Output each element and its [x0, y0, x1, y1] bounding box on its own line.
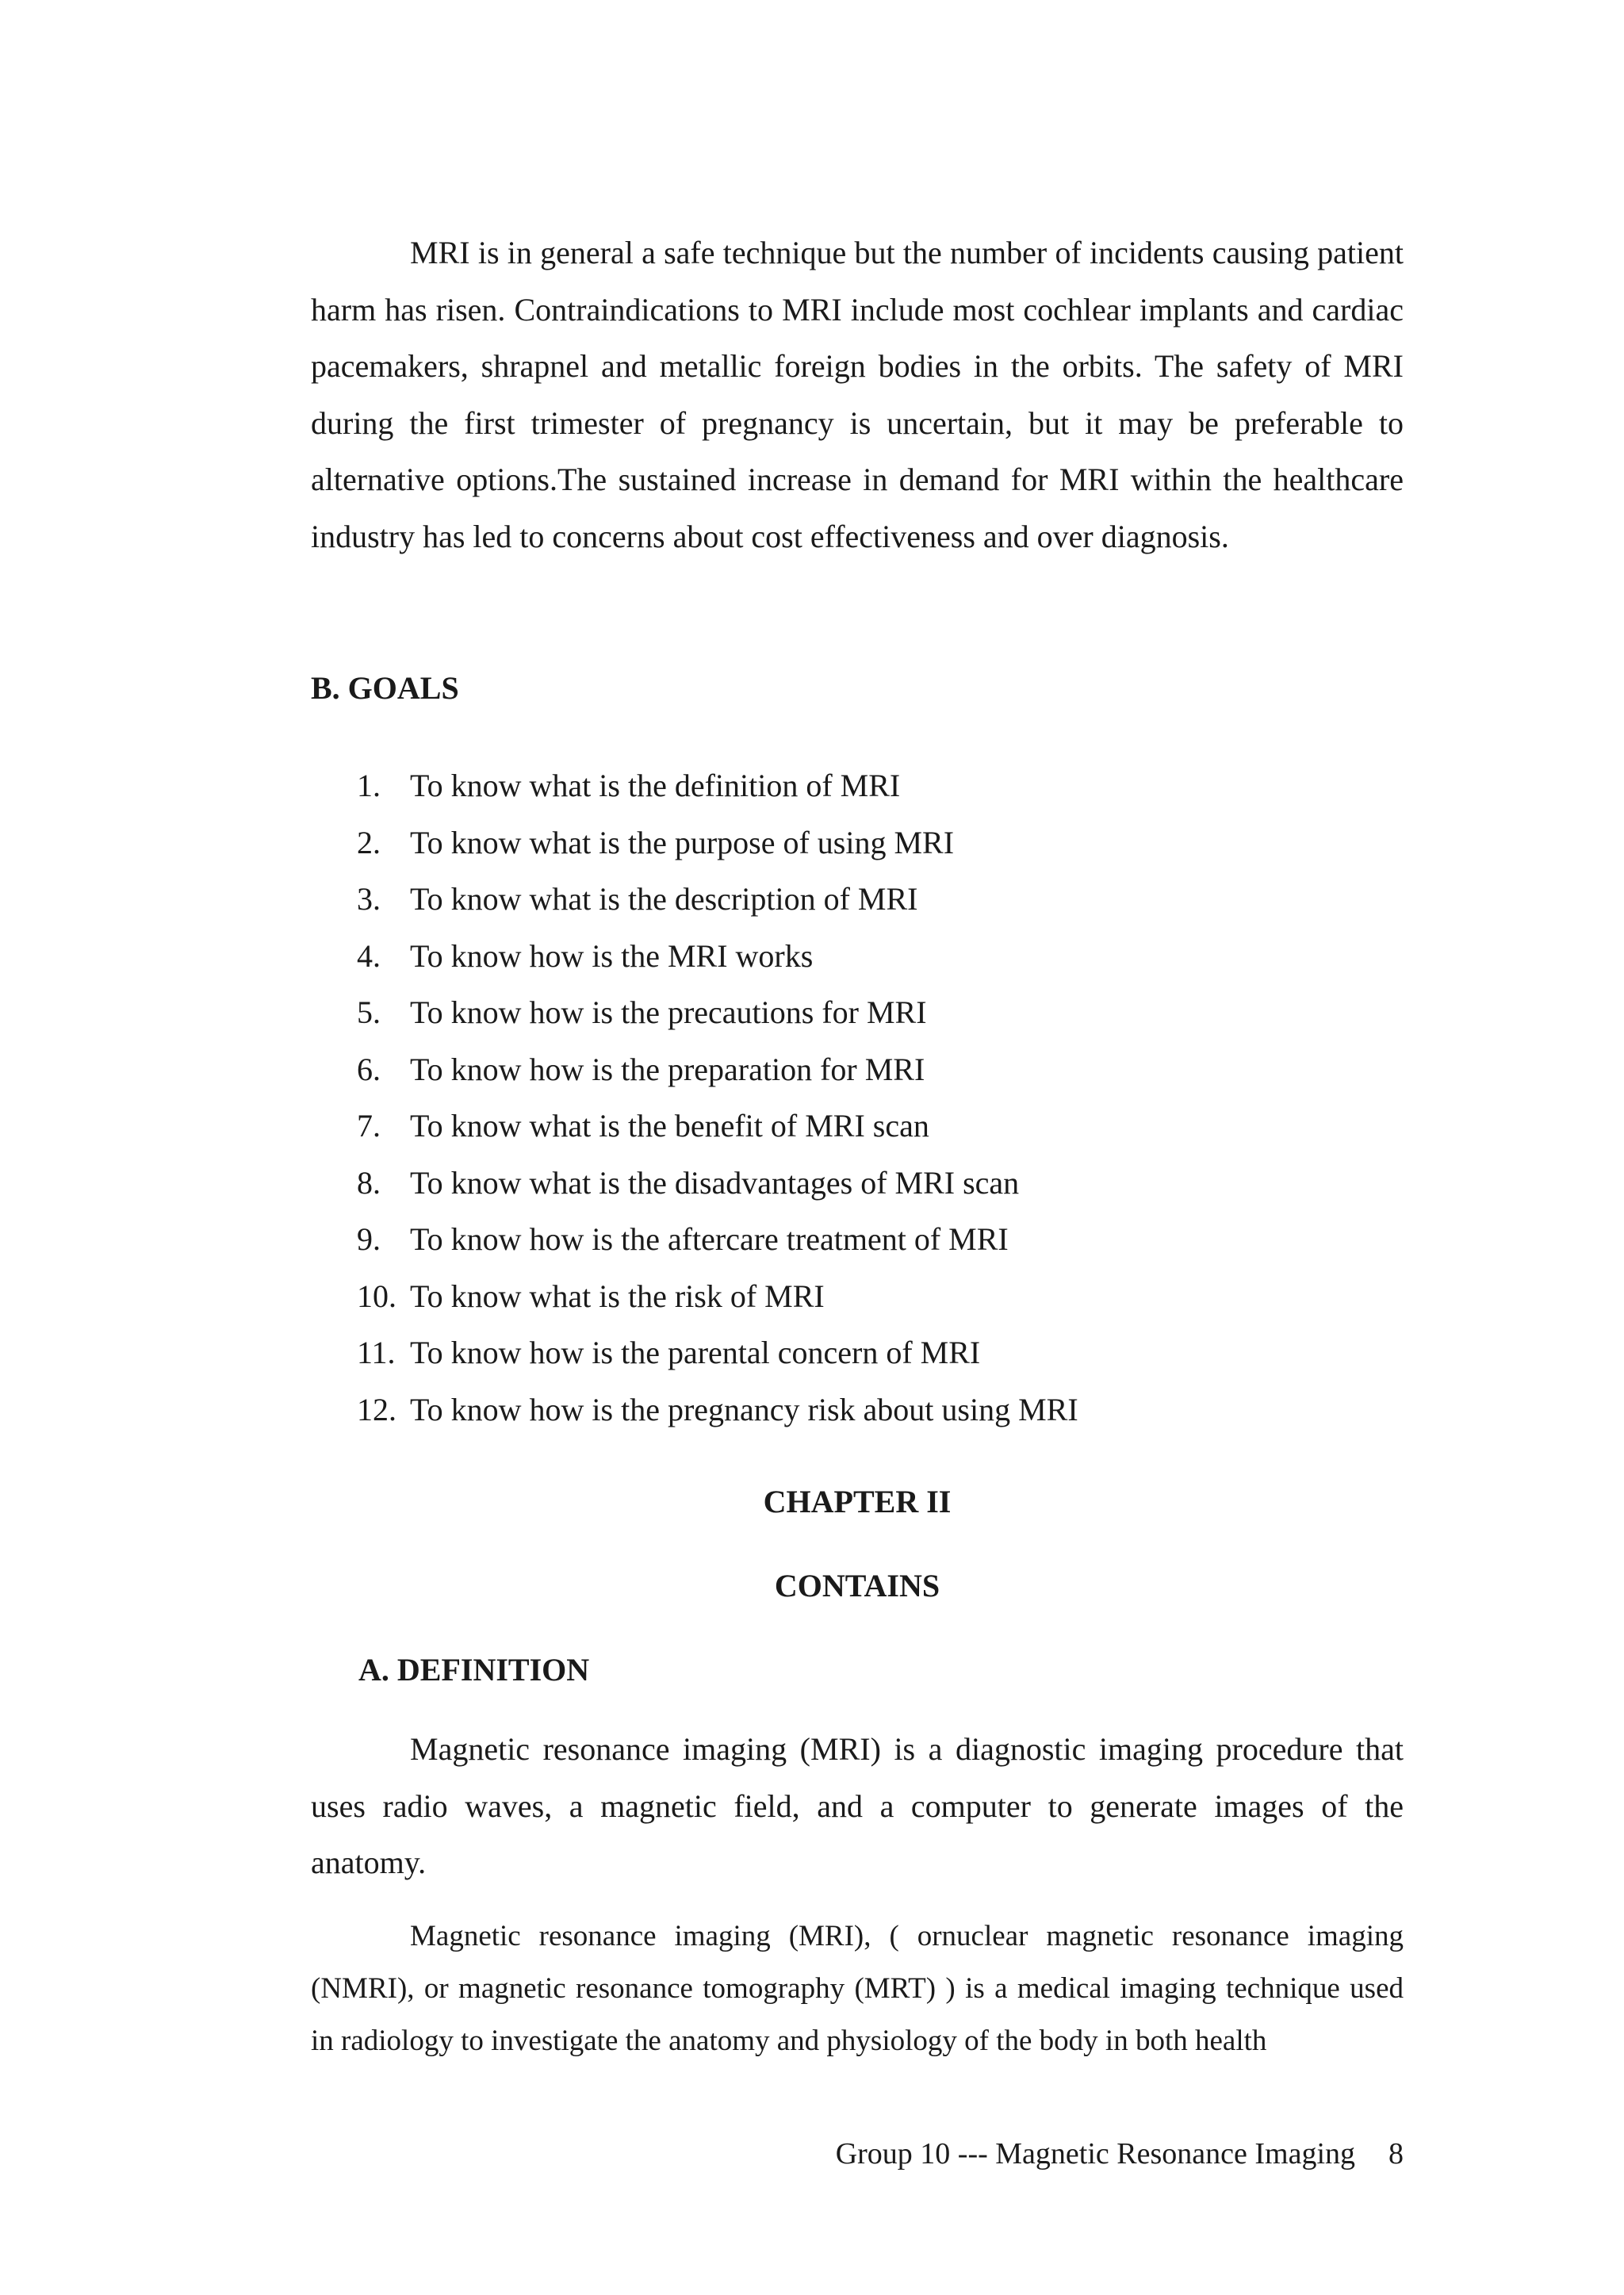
- goals-heading-block: [311, 669, 1404, 707]
- goal-text: To know how is the preparation for MRI: [410, 1051, 925, 1087]
- goal-list-item: [311, 1381, 1078, 1439]
- goal-text: To know how is the parental concern of MRI: [410, 1335, 981, 1370]
- goal-text: To know what is the definition of MRI: [410, 768, 901, 803]
- goal-text: To know how is the MRI works: [410, 937, 814, 974]
- goal-list-item: [311, 757, 1078, 814]
- definition-paragraph-2: Magnetic resonance imaging (MRI), ( ornuclear magnetic resonance imaging (NMRI), or magnetic resonance tomography (MRT) ) is a medical imaging technique used in radiology to investigate the anatomy and physiology of the body in both health: [311, 1920, 1404, 2057]
- goal-text: To know what is the description of MRI: [410, 881, 918, 917]
- chapter-subtitle: CONTAINS: [774, 1568, 940, 1603]
- definition-paragraph-1: Magnetic resonance imaging (MRI) is a diagnostic imaging procedure that uses radio waves, a magnetic field, and a computer to generate images of the anatomy.: [311, 1731, 1404, 1880]
- goal-number: 11.: [357, 1335, 396, 1370]
- goal-list-item: [311, 1268, 1078, 1325]
- goal-text: To know what is the disadvantages of MRI scan: [410, 1164, 1020, 1201]
- goal-text: To know how is the precautions for MRI: [410, 994, 927, 1030]
- goal-text: To know what is the purpose of using MRI: [410, 824, 955, 860]
- goal-list-item: [311, 1098, 1078, 1155]
- definition-paragraph-1-block: [311, 1721, 1404, 1891]
- chapter-title: CHAPTER II: [763, 1484, 952, 1519]
- definition-heading: A. DEFINITION: [358, 1652, 590, 1688]
- goals-list: [311, 757, 1078, 1438]
- goal-list-item: [311, 1155, 1078, 1212]
- goal-number: 1.: [357, 768, 381, 803]
- goal-text: To know what is the benefit of MRI scan: [410, 1108, 929, 1144]
- goal-text: To know what is the risk of MRI: [410, 1278, 825, 1314]
- goal-list-item: [311, 1041, 1078, 1098]
- intro-paragraph-block: [311, 224, 1404, 565]
- goal-list-item: [311, 1324, 1078, 1381]
- goal-number: 6.: [357, 1051, 381, 1087]
- goal-list-item: [311, 1211, 1078, 1268]
- goal-number: 3.: [357, 881, 381, 917]
- goal-number: 10.: [357, 1278, 396, 1314]
- definition-heading-block: [358, 1651, 1451, 1689]
- goal-number: 5.: [357, 994, 381, 1030]
- goal-text: To know how is the pregnancy risk about using MRI: [410, 1391, 1078, 1427]
- goal-number: 2.: [357, 824, 381, 860]
- goal-text: To know how is the aftercare treatment of MRI: [410, 1221, 1009, 1257]
- goal-number: 7.: [357, 1108, 381, 1144]
- footer-title: Group 10 --- Magnetic Resonance Imaging: [835, 2137, 1355, 2170]
- goals-heading: B. GOALS: [311, 670, 459, 706]
- goal-number: 4.: [357, 937, 381, 974]
- goal-number: 9.: [357, 1221, 381, 1257]
- goal-list-item: [311, 814, 1078, 872]
- goal-list-item: [311, 984, 1078, 1041]
- goal-number: 12.: [357, 1391, 396, 1427]
- page-number: 8: [1388, 2137, 1404, 2170]
- definition-paragraph-2-block: [311, 1910, 1404, 2067]
- goal-list-item: [311, 928, 1078, 985]
- page-footer: [836, 2135, 1404, 2173]
- intro-paragraph: MRI is in general a safe technique but the number of incidents causing patient harm has risen. Contraindications to MRI include most cochlear implants and cardiac pacemakers, shrapnel and metallic foreign bodies in the orbits. The safety of MRI during the first trimester of pregnancy is uncertain, but it may be preferable to alternative options.The sustained increase in demand for MRI within the healthcare industry has led to concerns about cost effectiveness and over diagnosis.: [311, 235, 1404, 554]
- goal-list-item: [311, 871, 1078, 928]
- goal-number: 8.: [357, 1164, 381, 1201]
